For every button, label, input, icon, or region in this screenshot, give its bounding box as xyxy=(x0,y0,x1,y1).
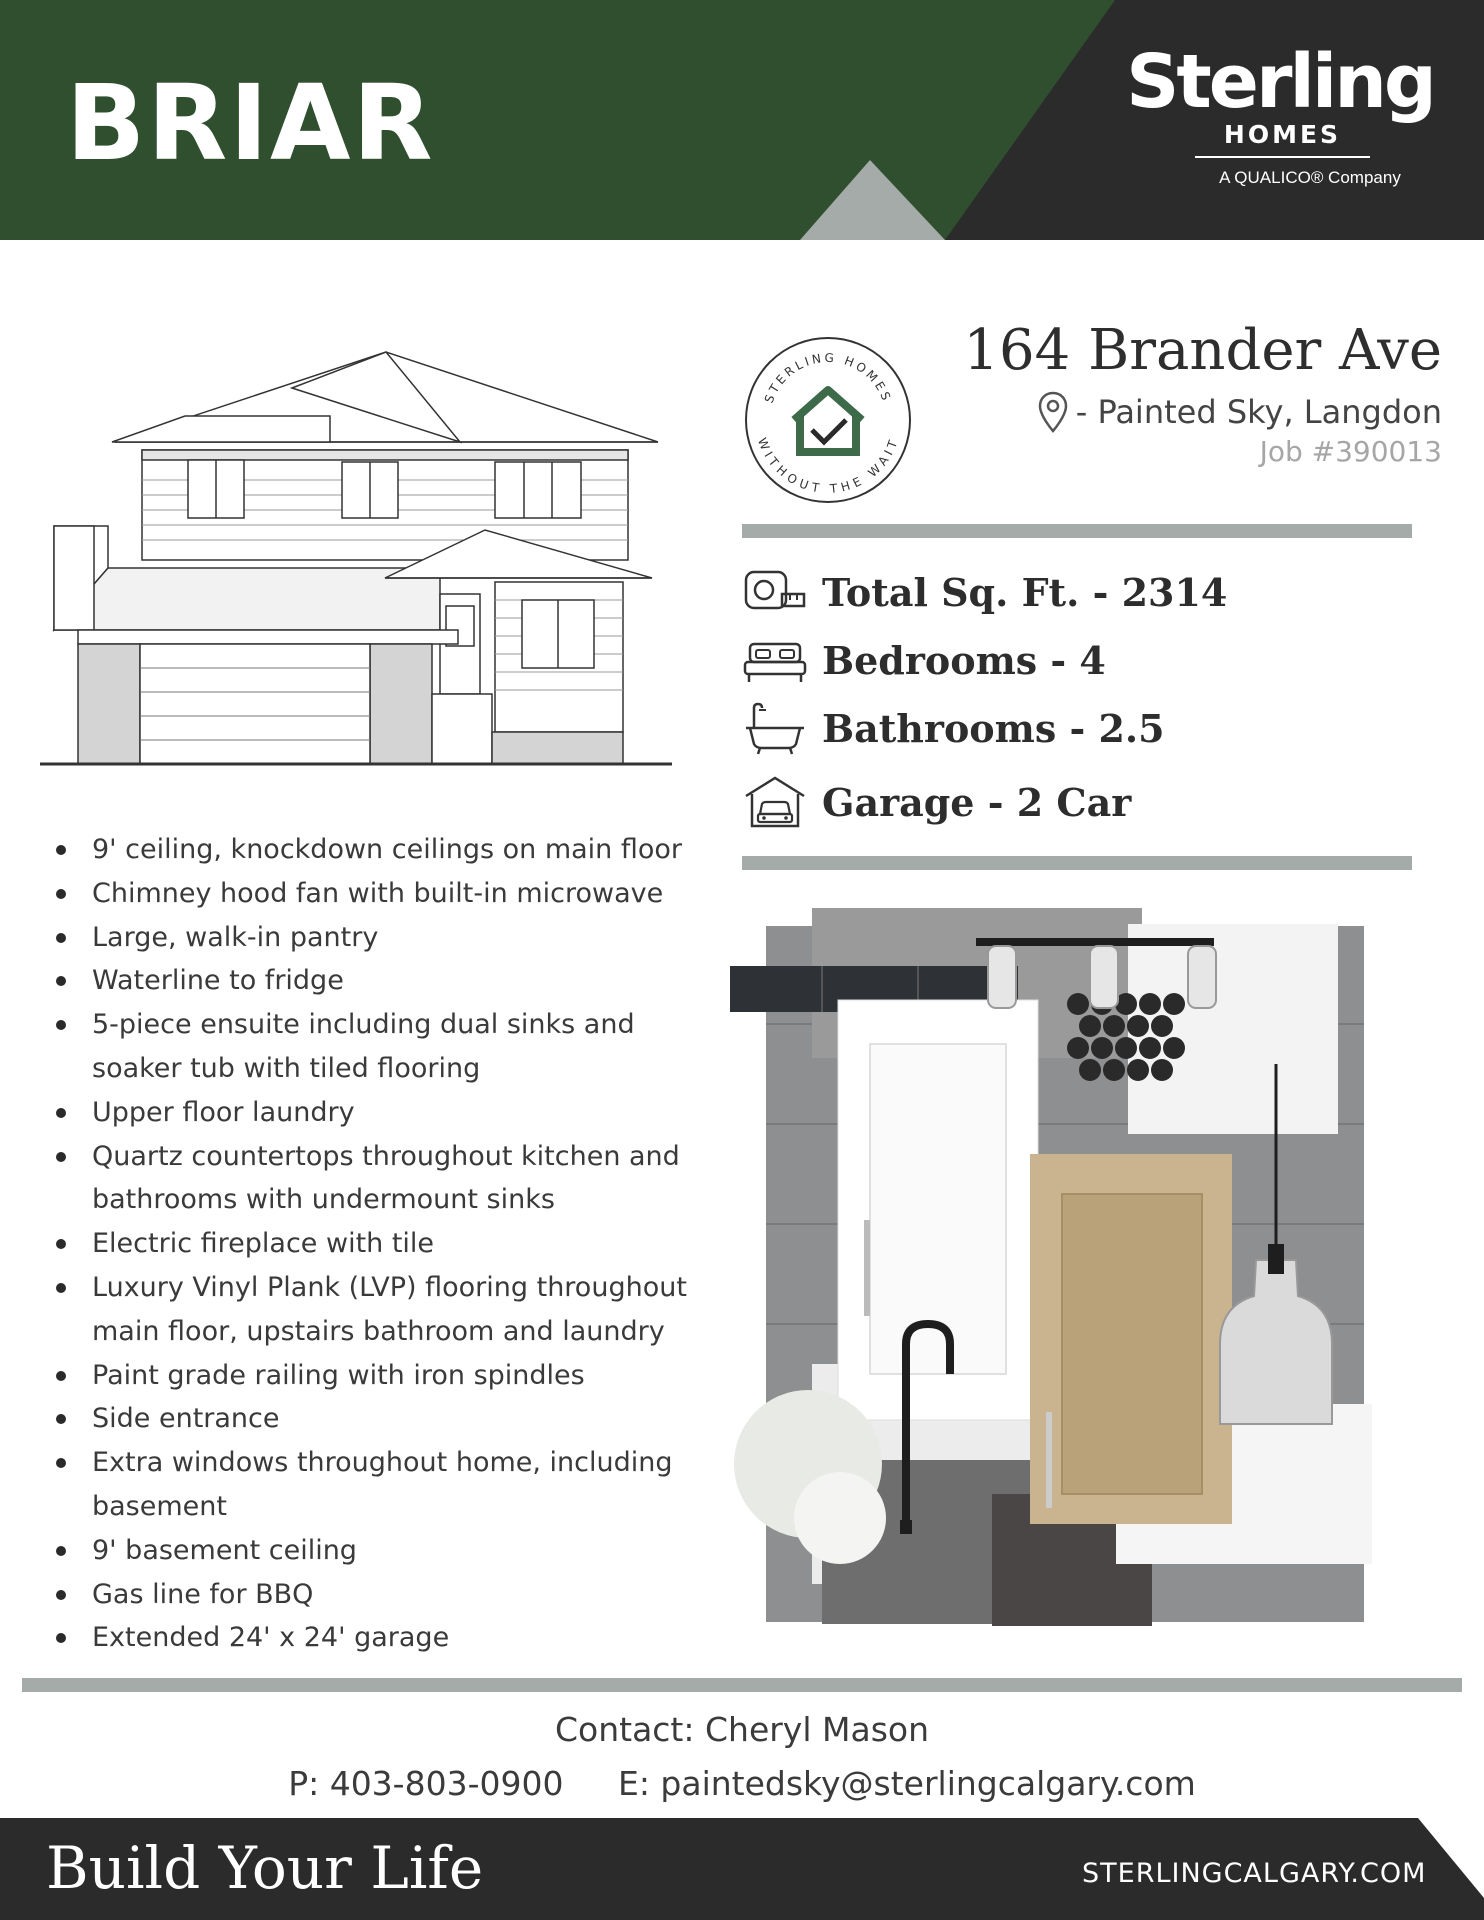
divider-bar xyxy=(742,856,1412,870)
stat-bathrooms-text: Bathrooms - 2.5 xyxy=(822,705,1165,751)
brand-logo xyxy=(1115,39,1445,188)
list-item: Upper floor laundry xyxy=(52,1091,712,1135)
badge-top-text: STERLING HOMES xyxy=(761,350,895,405)
model-name: BRIAR xyxy=(66,62,435,184)
tape-measure-icon xyxy=(742,564,808,620)
svg-text:WITHOUT THE WAIT xyxy=(755,436,901,496)
without-the-wait-badge xyxy=(742,334,914,506)
features-list xyxy=(52,828,712,1660)
bed-icon xyxy=(742,632,808,688)
stat-sqft xyxy=(742,564,1227,620)
svg-text:STERLING HOMES xyxy=(762,351,894,405)
stat-bathrooms xyxy=(742,700,1165,756)
street-address: 164 Brander Ave xyxy=(963,318,1442,383)
garage-icon xyxy=(742,774,808,830)
stat-sqft-text: Total Sq. Ft. - 2314 xyxy=(822,569,1228,615)
finishes-mood-board xyxy=(728,904,1388,1634)
bathtub-icon xyxy=(742,700,808,756)
list-item: 9' basement ceiling xyxy=(52,1529,712,1573)
house-check-icon xyxy=(794,390,862,452)
community-line xyxy=(963,390,1442,434)
brand-name: Sterling xyxy=(1126,39,1434,125)
list-item: Extra windows throughout home, including basement xyxy=(52,1441,712,1529)
divider-bar xyxy=(22,1678,1462,1692)
phone-number[interactable]: P: 403-803-0900 xyxy=(288,1764,564,1803)
stat-garage xyxy=(742,774,1131,830)
list-item: Quartz countertops throughout kitchen and bathrooms with undermount sinks xyxy=(52,1135,712,1223)
list-item: 5-piece ensuite including dual sinks and soaker tub with tiled flooring xyxy=(52,1003,712,1091)
stat-garage-text: Garage - 2 Car xyxy=(822,779,1132,825)
job-number: Job #390013 xyxy=(1259,435,1442,468)
community-name: - Painted Sky, Langdon xyxy=(1075,393,1442,431)
list-item: Side entrance xyxy=(52,1397,712,1441)
contact-details xyxy=(0,1764,1484,1803)
location-pin-icon xyxy=(1038,391,1068,433)
stat-bedrooms xyxy=(742,632,1106,688)
brand-tagline: A QUALICO® Company xyxy=(1219,168,1401,187)
house-elevation-drawing xyxy=(40,350,680,770)
divider-bar xyxy=(742,524,1412,538)
list-item: 9' ceiling, knockdown ceilings on main floor xyxy=(52,828,712,872)
list-item: Chimney hood fan with built-in microwave xyxy=(52,872,712,916)
list-item: Luxury Vinyl Plank (LVP) flooring throughout main floor, upstairs bathroom and laundry xyxy=(52,1266,712,1354)
tagline: Build Your Life xyxy=(46,1834,484,1902)
contact-name: Contact: Cheryl Mason xyxy=(554,1710,929,1749)
listing-address-block xyxy=(963,318,1442,470)
list-item: Gas line for BBQ xyxy=(52,1573,712,1617)
brand-sub: HOMES xyxy=(1195,122,1370,158)
list-item: Extended 24' x 24' garage xyxy=(52,1616,712,1660)
email-address[interactable]: E: paintedsky@sterlingcalgary.com xyxy=(617,1764,1196,1803)
list-item: Paint grade railing with iron spindles xyxy=(52,1354,712,1398)
list-item: Electric fireplace with tile xyxy=(52,1222,712,1266)
stat-bedrooms-text: Bedrooms - 4 xyxy=(822,637,1106,683)
website-link[interactable]: STERLINGCALGARY.COM xyxy=(1082,1858,1427,1889)
list-item: Waterline to fridge xyxy=(52,959,712,1003)
badge-bottom-text: WITHOUT THE WAIT xyxy=(754,435,902,496)
list-item: Large, walk-in pantry xyxy=(52,916,712,960)
